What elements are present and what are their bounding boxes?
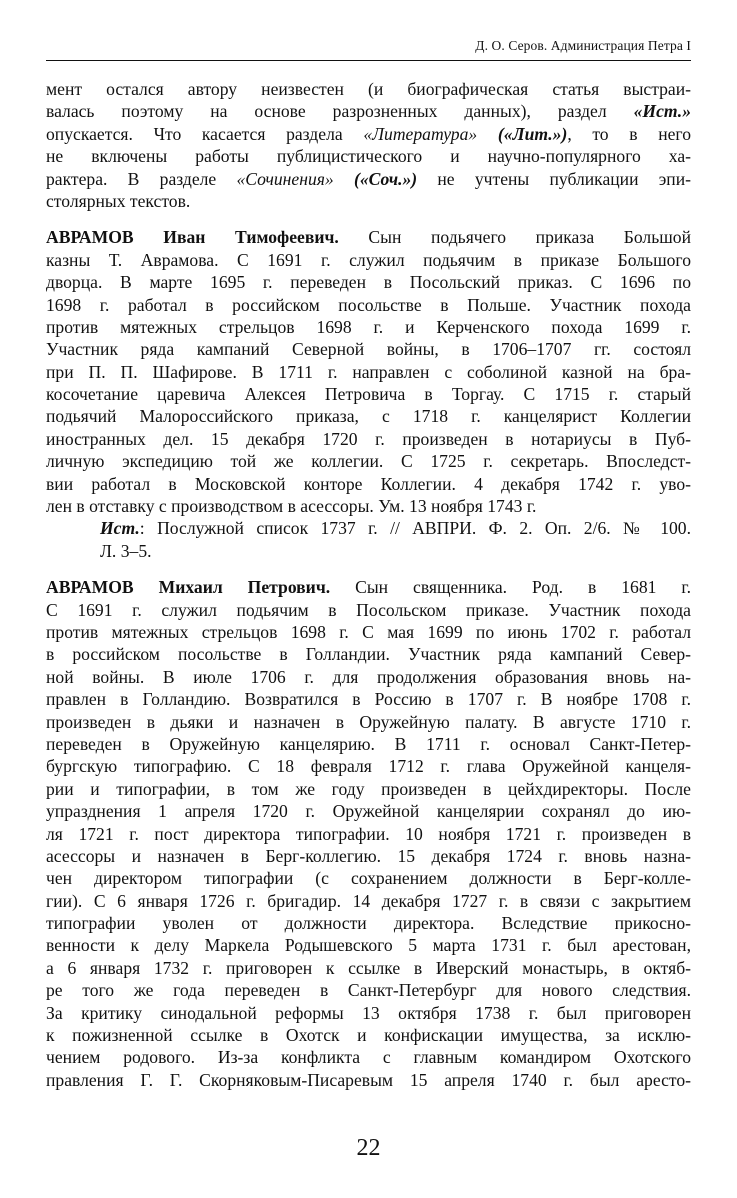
text-line: произведен в дьяки и назначен в Оружейную палату. В августе 1710 г. [46, 711, 691, 732]
text-line: иностранных дел. 15 декабря 1720 г. произведен в нотариусы в Пуб- [46, 428, 691, 449]
works-label: «Сочинения» [236, 168, 334, 189]
text-line: против мятежных стрельцов 1698 г. и Керченского похода 1699 г. [46, 316, 691, 337]
entry-first-line [46, 576, 691, 598]
entry-avramov-ivan [46, 226, 691, 562]
text-line: не включены работы публицистического и научно-популярного ха- [46, 146, 691, 167]
text-line: чением родового. Из-за конфликта с главным командиром Охотского [46, 1047, 691, 1068]
entry-name: АВРАМОВ Михаил Петрович. [46, 577, 331, 598]
text-fragment: , то в него [567, 123, 691, 144]
text-line: ной войны. В июле 1706 г. для продолжения образования вновь на- [46, 666, 691, 687]
text-line [46, 123, 691, 145]
text-line: в российском посольстве в Голландии. Участник ряда кампаний Север- [46, 644, 691, 665]
text-line: За критику синодальной реформы 13 октября 1738 г. был приговорен [46, 1002, 691, 1023]
page-number: 22 [356, 1135, 381, 1161]
soch-code: («Соч.») [353, 168, 418, 189]
text-line: подьячий Малороссийского приказа, с 1718 г. канцелярист Коллегии [46, 406, 691, 427]
text-line: чен директором типографии (с сохранением должности в Берг-колле- [46, 868, 691, 889]
text-line: упразднения 1 апреля 1720 г. Оружейной канцелярии сохранял до ию- [46, 801, 691, 822]
intro-paragraph [46, 78, 691, 212]
text-line: Участник ряда кампаний Северной войны, в 1706–1707 гг. состоял [46, 339, 691, 360]
source-text: : Послужной список 1737 г. // АВПРИ. Ф. 2. Оп. 2/6. № 100. [139, 518, 691, 539]
text-line: вии работал в Московской конторе Коллегии. 4 декабря 1742 г. уво- [46, 473, 691, 494]
text-line: переведен в Оружейную канцелярию. В 1711 г. основал Санкт-Петер- [46, 733, 691, 754]
text-line: при П. П. Шафирове. В 1711 г. направлен с соболиной казной на бра- [46, 361, 691, 382]
text-line: гии). С 6 января 1726 г. бригадир. 14 декабря 1727 г. в связи с закрытием [46, 890, 691, 911]
text-line: 1698 г. работал в российском посольстве в Польше. Участник похода [46, 294, 691, 315]
text-line: ля 1721 г. пост директора типографии. 10 ноября 1721 г. произведен в [46, 823, 691, 844]
text-line: правления Г. Г. Скорняковым-Писаревым 15 апреля 1740 г. был аресто- [46, 1069, 691, 1090]
text-line: косочетание царевича Алексея Петровича в Торгау. С 1715 г. старый [46, 384, 691, 405]
body-text [46, 78, 691, 1091]
paragraph-gap [46, 212, 691, 226]
lit-code: («Лит.») [497, 123, 568, 144]
text-line: венности к делу Маркела Родышевского 5 марта 1731 г. был арестован, [46, 935, 691, 956]
text-line: дворца. В марте 1695 г. переведен в Посольский приказ. С 1696 по [46, 272, 691, 293]
entry-avramov-mikhail [46, 576, 691, 1091]
entry-name: АВРАМОВ Иван Тимофеевич. [46, 227, 339, 248]
entry-first-line [46, 226, 691, 248]
text-line: ре того же года переведен в Санкт-Петербург для нового следствия. [46, 980, 691, 1001]
text-fragment: Сын священника. Род. в 1681 г. [330, 577, 691, 598]
source-line [46, 517, 691, 539]
source-line: Л. 3–5. [100, 540, 152, 561]
text-fragment: рактера. В разделе [46, 168, 217, 189]
text-line: бургскую типографию. С 18 февраля 1712 г. глава Оружейной канцеля- [46, 756, 691, 777]
text-line: к пожизненной ссылке в Охотск и конфискации имущества, за исклю- [46, 1025, 691, 1046]
text-fragment: Сын подьячего приказа Большой [338, 227, 691, 248]
text-line [46, 100, 691, 122]
text-line: типографии уволен от должности директора. Вследствие прикосно- [46, 913, 691, 934]
text-line: казны Т. Аврамова. С 1691 г. служил подьячим в приказе Большого [46, 249, 691, 270]
text-line: рии и типографии, в том же году произведен в цейхдиректоры. После [46, 778, 691, 799]
text-line: С 1691 г. служил подьячим в Посольском приказе. Участник похода [46, 599, 691, 620]
text-line: лен в отставку с производством в асессоры. Ум. 13 ноября 1743 г. [46, 496, 537, 517]
text-fragment: не учтены публикации эпи- [417, 168, 691, 189]
text-line: столярных текстов. [46, 190, 191, 211]
source-label: Ист. [100, 518, 140, 539]
literature-label: «Литература» [363, 123, 478, 144]
text-line [46, 168, 691, 190]
ist-code: «Ист.» [633, 101, 691, 122]
text-line: личную экспедицию той же коллегии. С 1725 г. секретарь. Впоследст- [46, 451, 691, 472]
text-line: асессоры и назначен в Берг-коллегию. 15 декабря 1724 г. вновь назна- [46, 845, 691, 866]
text-line: против мятежных стрельцов 1698 г. С мая 1699 по июнь 1702 г. работал [46, 621, 691, 642]
header-rule [46, 60, 691, 61]
paragraph-gap [46, 562, 691, 576]
text-line: правлен в Голландию. Возвратился в Россию в 1707 г. В ноябре 1708 г. [46, 689, 691, 710]
text-line: мент остался автору неизвестен (и биографическая статья выстраи- [46, 79, 691, 99]
text-line: а 6 января 1732 г. приговорен к ссылке в Иверский монастырь, в октяб- [46, 957, 691, 978]
text-fragment: валась поэтому на основе разрозненных данных), раздел [46, 101, 607, 122]
text-fragment: опускается. Что касается раздела [46, 123, 343, 144]
running-head: Д. О. Серов. Администрация Петра I [475, 38, 691, 53]
